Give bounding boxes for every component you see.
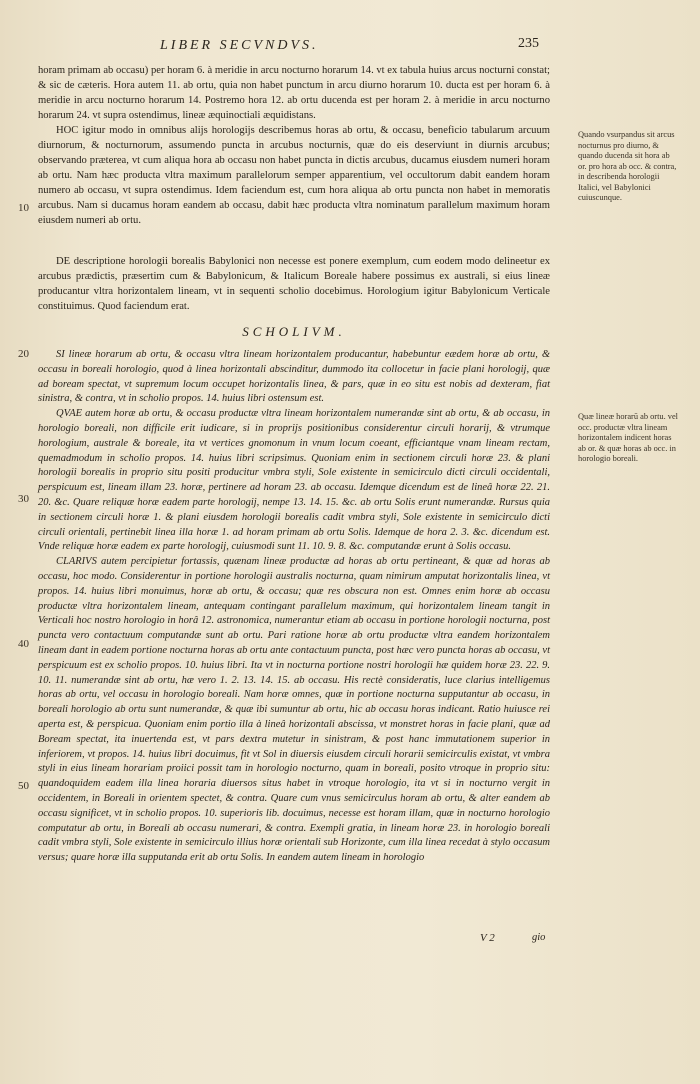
line-number: 20 xyxy=(18,348,29,360)
line-number: 50 xyxy=(18,780,29,792)
line-number: 10 xyxy=(18,202,29,214)
main-text-block-1 xyxy=(38,63,550,228)
margin-note: Quæ lineæ horarū ab ortu. vel occ. productæ vltra lineam horizontalem indicent horas ab or. & quæ horas ab occ. in horologio boreali. xyxy=(578,412,679,463)
scholium-text xyxy=(38,348,550,866)
scholium-heading: SCHOLIVM. xyxy=(242,324,346,339)
paragraph: CLARIVS autem percipietur fortassis, quænam lineæ productæ ad horas ab ortu pertineant, & quæ ad horas ab occasu, hoc modo. Considerentur in portione horologii australis nocturna, quam nimirum amputat horizontalis linea, vt propos. 14. huius libri monuimus, horæ ab ortu, & occasu; quæ res obscura non est. Omnes enim horæ ab occasu productæ vltra horizontalem lineam, antequam contingant parallelum maximum, qui horizontalem lineam tangit in Verticali hoc nostro horologio in horâ 12. astronomica, numerantur etiam ab occasu in portione horologii nocturna, post puncta vero contactuum computandæ sunt ab ortu. Pari ratione horæ ab ortu productæ vltra eandem horizontalem lineam dant in eadem portione nocturna horas ab ortu ante contactuum puncta, post hæc vero puncta horas ab occasu, vt perspicuum est ex scholio propos. 10. huius libri. Ita vt in nocturna portione nostri horologii hæ quidem horæ 23. 22. 9. 10. 11. numerandæ sint ab ortu, hæ vero 1. 2. 13. 14. 15. ab occasu. His rectè consideratis, luce clarius intelligemus horas ab ortu, vel occasu in horologio boreali. Nam horæ omnes, quæ in portione nocturna supputantur ab occasu, in boreali horologio ab ortu sunt numerandæ, & quæ ibi sumuntur ab ortu, hic ab occasu horas indicant. Ratio huiusce rei aperta est, & perspicua. Quoniam enim portio illa à lineâ horizontali abscissa, vt monstret horas in facie plani, quæ ad Boream spectat, ita inuertenda est, vt pars dextra mutetur in sinistram, & post hanc immutationem superior in inferiorem, vt propos. 14. huius libri docuimus, fit vt Sol in diuersis eiusdem circuli horarii semicirculis existat, vt vmbra styli in eius lineam horariam proiici possit tam in horologio nocturno, quam in boreali, posito vtroque in proprio situ: quandoquidem eadem illa linea horaria diuersos situs habet in vtroque horologio, ita vt si in nocturno vergit in occidentem, in Boreali in orientem spectet, & contra. Quare cum vnus semicirculus horam ab ortu, & alter eandem ab occasu significet, vt in scholio propos. 10. superioris lib. docuimus, necesse est horam illam, quæ in nocturno horologio computatur ab ortu, in Boreali ab occasu numerari, & contra. Exempli gratia, in lineam horæ 23. in horologio boreali cadit vmbra styli, Sole existente in semicirculo illius horæ orientali sub Horizonte, cum illa linea recedat à stylo occasum versus; quare horæ illa supputanda erit ab ortu Solis. In eandem autem lineam in horologio xyxy=(38,556,550,864)
page-number: 235 xyxy=(518,36,539,51)
main-text-block-2 xyxy=(38,254,550,314)
paragraph: horam primam ab occasu) per horam 6. à meridie in arcu nocturno horarum 14. vt ex tabula huius arcus nocturni constat; & sic de cæteris. Hora autem 11. ab ortu, quia non habet punctum in arcu diurno horarum 10. ducta est per horam 6. à meridie in arcu nocturno horarum 14. Postremo hora 12. ab ortu ducenda est per horam 2. à meridie in arcu nocturno horarum 24. vt supra ostendimus, lineæ æquinoctiali æquidistans. xyxy=(38,65,550,121)
signature-mark: V 2 xyxy=(480,932,495,944)
paragraph: DE descriptione horologii borealis Babylonici non necesse est ponere exemplum, cum eodem modo delineetur ex arcubus prædictis, præsertim cum & Babylonicum, & Italicum Boreale habere possimus ex australi, si eius lineæ producantur vltra horizontalem lineam, vt in sequenti scholio docebimus. Horologium igitur Babylonicum Verticale constituimus. Quod faciendum erat. xyxy=(38,256,550,312)
line-number: 40 xyxy=(18,638,29,650)
margin-note: Quando vsurpandus sit arcus nocturnus pro diurno, & quando ducenda sit hora ab or. pro hora ab occ. & contra, in describenda horologii Italici, vel Babylonici cuiuscunque. xyxy=(578,130,677,202)
paragraph: QVAE autem horæ ab ortu, & occasu productæ vltra lineam horizontalem numerandæ sint ab ortu, & ab occasu, in horologio boreali, non difficile erit iudicare, si in proprijs positionibus considerentur circuli horarij, & vtrumque horologium, australe & boreale, ita vt vertices gnomonum in vnum locum coeant, efficiantque vnam lineam rectam, quemadmodum in scholio propos. 14. huius libri scripsimus. Quoniam enim in sectionem circuli horæ 23. & plani horologii borealis in proprio situ positi producitur vmbra styli, Sole existente in semicirculo dicti circuli occidentali, perspicuum est, lineam illam 23. horæ, pertinere ad horam 23. ab occasu. Idemque dicendum est de lineâ horæ 22. 21. 20. &c. Quare reliquæ horæ eadem parte horologij, nempe 13. 14. 15. &c. ab ortu Solis erunt numerandæ. Rursus quia in sectionem circuli horæ 1. & plani eiusdem horologii borealis cadit vmbra styli, Sole existente in semicirculo dicti circuli orientali, pertinebit linea illa horæ 1. ad horam primam ab ortu Solis. Idemque de hora 2. 3. &c. dicendum est. Vnde reliquæ horæ eadem ex parte horologij, cuiusmodi sunt 11. 10. 9. 8. &c. computandæ erunt à Solis occasu. xyxy=(38,408,550,553)
paragraph: HOC igitur modo in omnibus alijs horologijs describemus horas ab ortu, & occasu, beneficio tabularum arcuum diurnorum, & nocturnorum, assumendo puncta in arcubus nocturnis, quæ do eis deserviunt in diurnis arcubus; observando præterea, vt cum aliqua hora ab occasu non habet puncta in dictis arcubus, ducamus eiusdem numeri horam ab ortu. Nam hæc producta vltra maximum parallelorum semper apparentium, vel occultorum dabit eandem horam numero ab occasu, vt supra ostendimus. Idem faciendum est, cum hora aliqua ab ortu puncta non habet in memoratis arcubus. Nam si ducamus horam eandem ab occasu, dabit hæc producta vltra nominatum parallelum maximum horam eiusdem numeri ab ortu. xyxy=(38,125,550,226)
running-title: LIBER SECVNDVS. xyxy=(160,38,319,53)
paragraph: SI lineæ horarum ab ortu, & occasu vltra lineam horizontalem producantur, habebuntur eædem horæ ab ortu, & occasu in boreali horologio, quod à linea horizontali abscinditur, dummodo ita collocetur in facie plani horologij, quæ ad boream spectat, vt supremum locum occupet horizontalis linea, & pars, quæ in eo situ est nobis ad dexteram, fiat sinistra, & contra, vt in scholio propos. 14. huius libri ostensum est. xyxy=(38,349,550,405)
catchword: gio xyxy=(532,932,546,943)
line-number: 30 xyxy=(18,493,29,505)
